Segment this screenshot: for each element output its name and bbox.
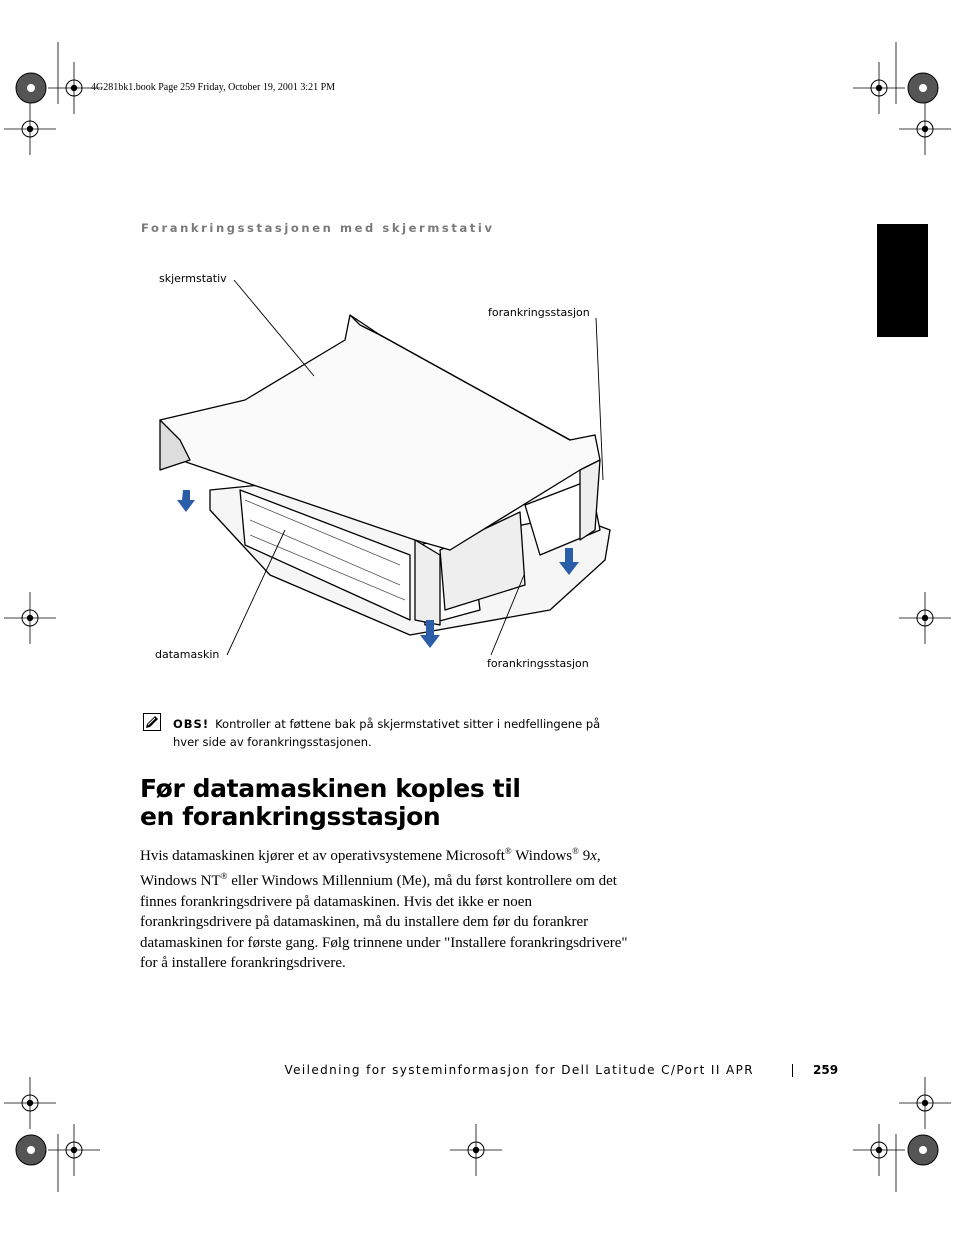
registered-mark: ® xyxy=(572,846,579,856)
body-text-3: 9 xyxy=(578,848,591,864)
callout-computer: datamaskin xyxy=(155,648,220,661)
body-text-5: Windows NT xyxy=(140,873,221,890)
note-label: OBS! xyxy=(173,717,210,731)
body-text-6: eller Windows Millennium (Me), må du først kontrollere om det finnes forankringsdrivere på datamaskinen. Hvis det ikke er noen forankringsdrivere på datamaskinen, må du installere dem før du forankrer datamaskinen for første gang. Følg trinnene under "Installere forankringsdrivere" for å installere forankringsdrivere. xyxy=(140,873,628,972)
body-text-4: , xyxy=(596,848,601,864)
crosshair-icon xyxy=(4,1077,56,1129)
body-text-1: Hvis datamaskinen kjører et av operativsystemene Microsoft xyxy=(140,848,505,864)
registered-mark: ® xyxy=(504,846,512,856)
crosshair-icon xyxy=(450,1124,502,1176)
footer-title: Veiledning for systeminformasjon for Dell Latitude C/Port II APR xyxy=(284,1063,754,1077)
page-title-line1: Før datamaskinen koples til xyxy=(140,774,521,803)
page-number: 259 xyxy=(813,1063,839,1077)
printer-slug: 4G281bk1.book Page 259 Friday, October 19, 2001 3:21 PM xyxy=(91,82,336,93)
body-paragraph xyxy=(140,841,630,973)
crosshair-icon xyxy=(853,1124,905,1176)
crosshair-icon xyxy=(899,1077,951,1129)
page-title xyxy=(140,775,660,831)
note-block xyxy=(173,715,613,751)
body-text-2: Windows xyxy=(511,848,573,864)
note-text: Kontroller at føttene bak på skjermstativet sitter i nedfellingene på hver side av forankringsstasjonen. xyxy=(173,717,601,749)
crosshair-icon xyxy=(48,1124,100,1176)
footer-separator xyxy=(792,1064,793,1077)
star-target-icon xyxy=(16,1135,46,1165)
star-target-icon xyxy=(908,1135,938,1165)
page-title-line2: en forankringsstasjon xyxy=(140,802,441,831)
note-pencil-icon xyxy=(143,713,161,731)
callout-dock-top: forankringsstasjon xyxy=(488,306,590,319)
registered-mark: ® xyxy=(220,871,228,882)
callout-monitor-stand: skjermstativ xyxy=(159,272,227,285)
body-text-italic-x: x xyxy=(590,848,597,864)
section-heading: Forankringsstasjonen med skjermstativ xyxy=(141,221,495,235)
callout-dock-bottom: forankringsstasjon xyxy=(487,657,589,670)
